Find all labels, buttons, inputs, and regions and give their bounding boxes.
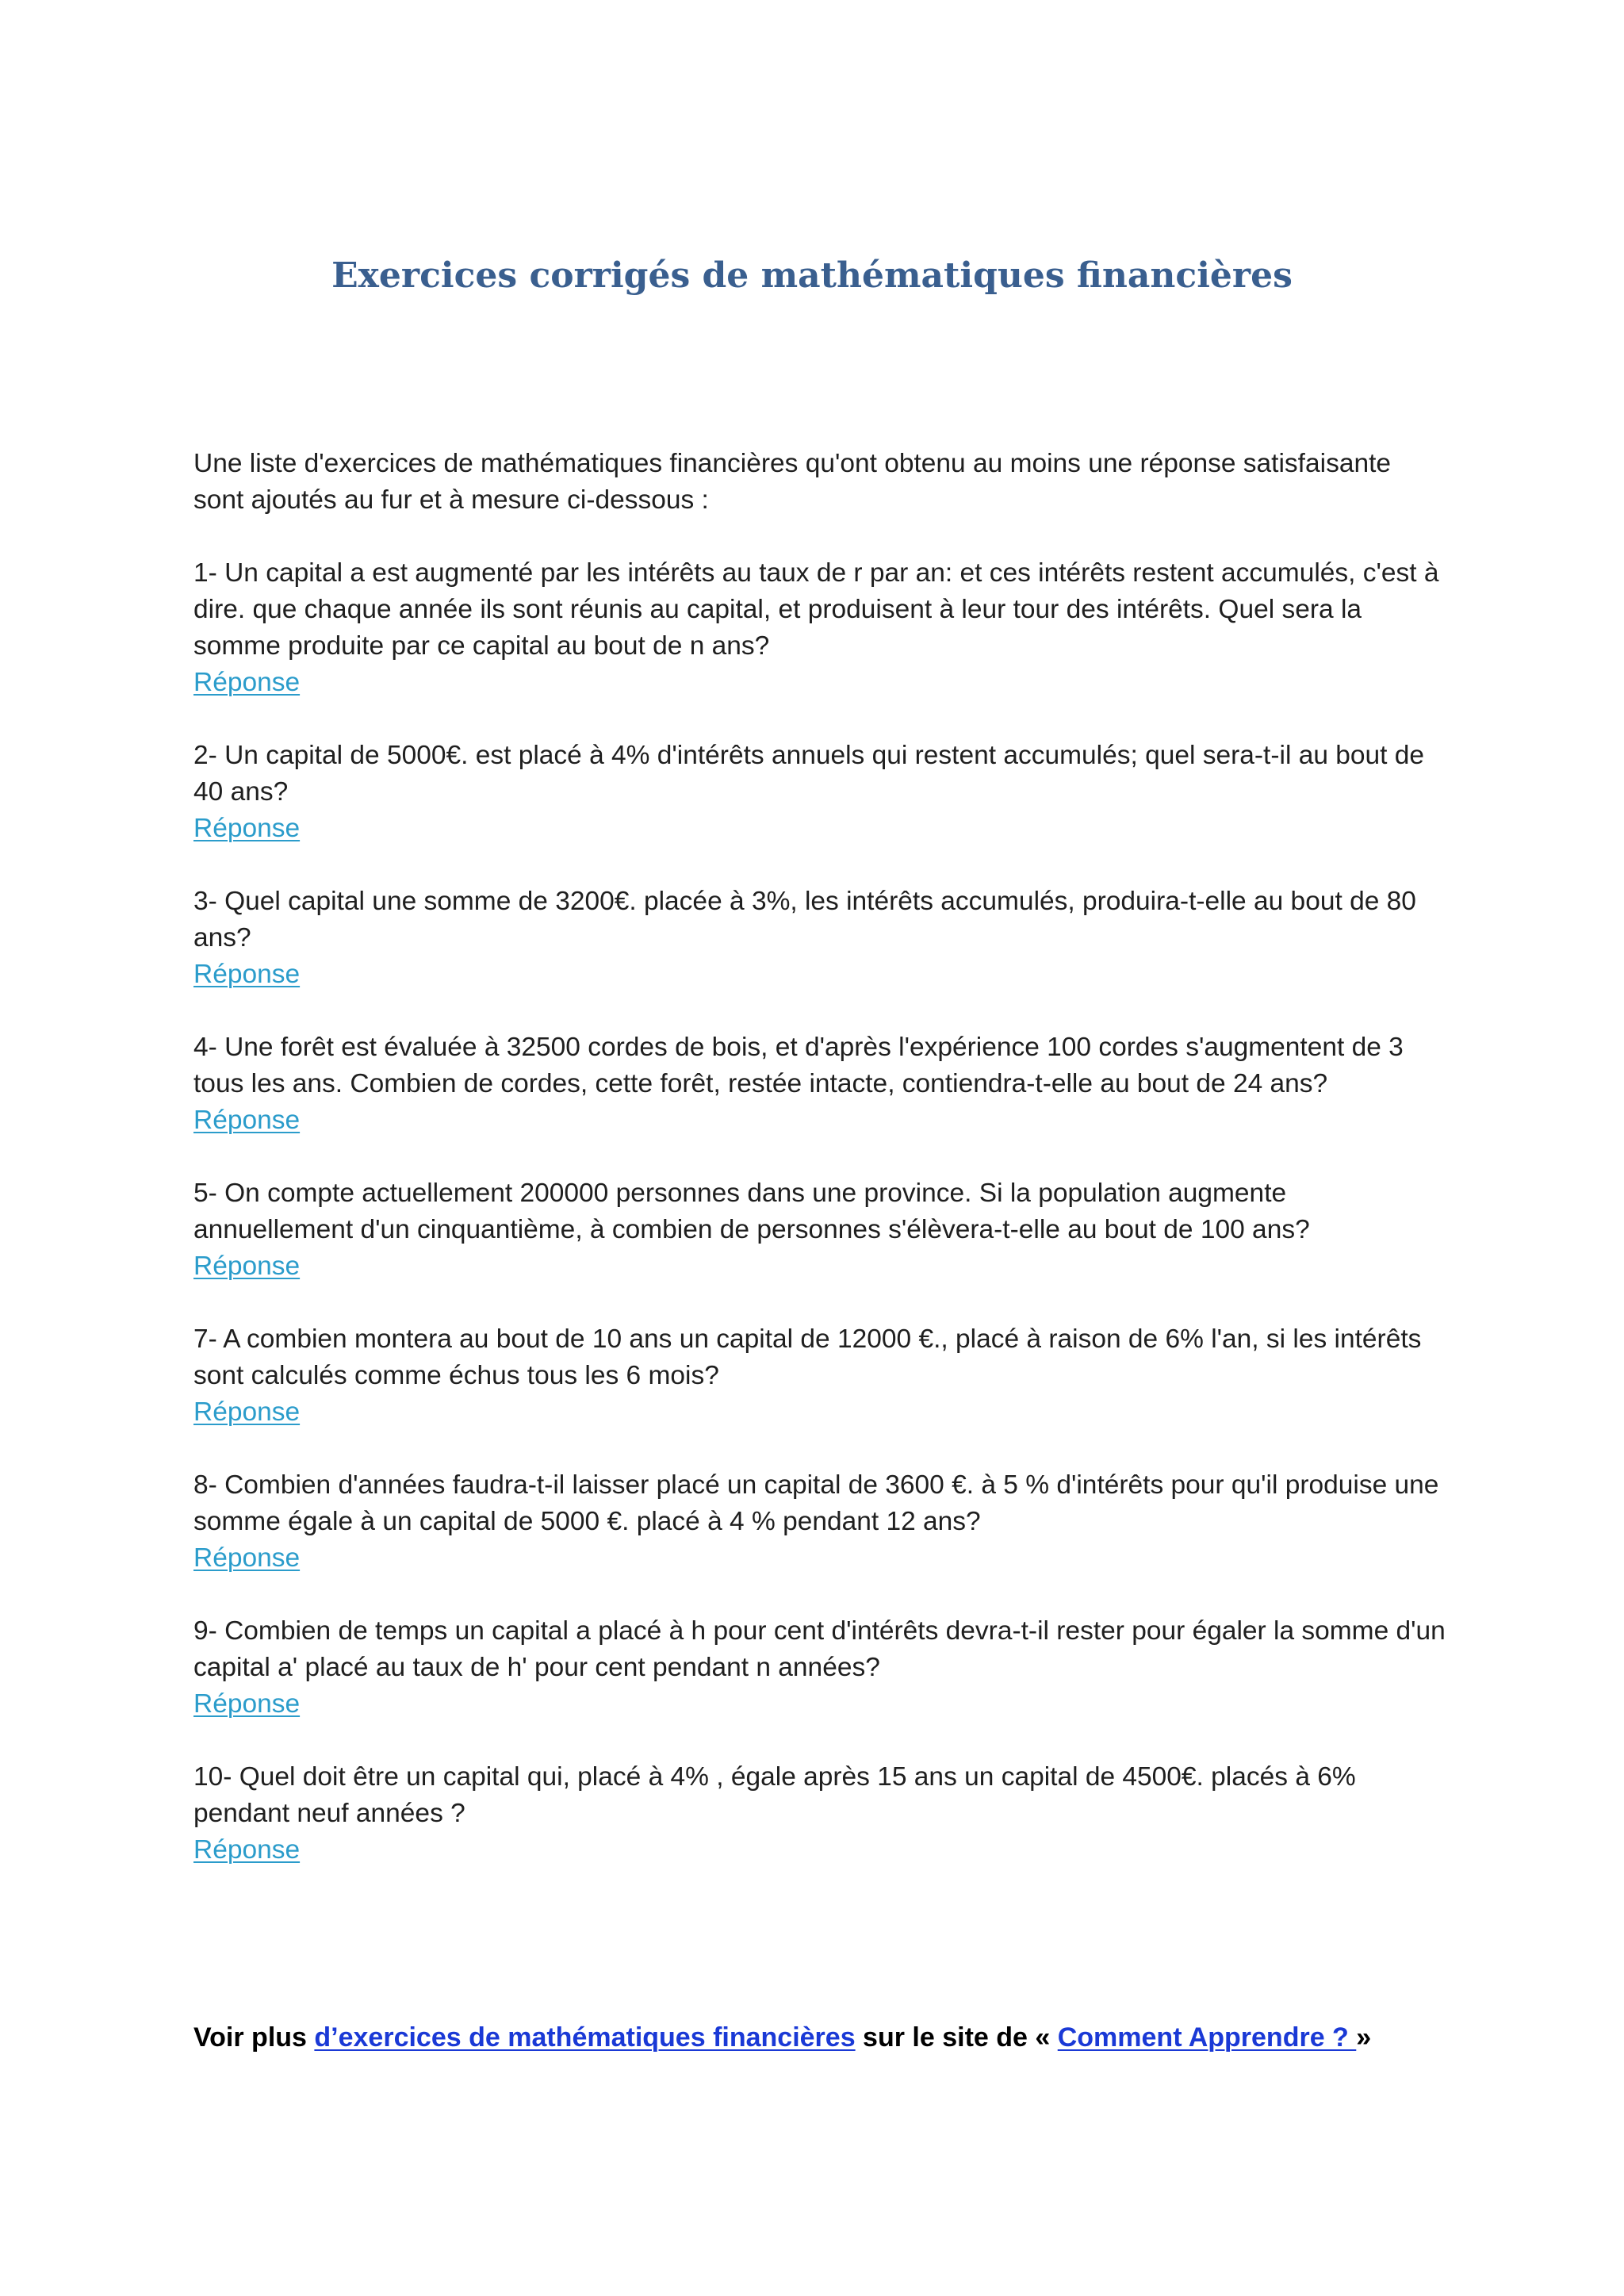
intro-paragraph: Une liste d'exercices de mathématiques financières qu'ont obtenu au moins une réponse satisfaisante sont ajoutés au fur et à mesure ci-dessous : [193,449,1392,515]
footer-suffix: » [1356,2022,1372,2053]
exercise-text: 8- Combien d'années faudra-t-il laisser placé un capital de 3600 €. à 5 % d'intérêts pour qu'il produise une somme égale à un capital de 5000 €. placé à 4 % pendant 12 ans? [193,1470,1439,1536]
reponse-link[interactable]: Réponse [193,668,301,697]
exercise-item [193,555,1446,701]
exercise-item [193,1613,1446,1723]
exercise-item [193,884,1446,993]
exercise-text: 1- Un capital a est augmenté par les intérêts au taux de r par an: et ces intérêts restent accumulés, c'est à dire. que chaque année ils sont réunis au capital, et produisent à leur tour des intérêts. Quel sera la somme produite par ce capital au bout de n ans? [193,558,1439,661]
exercise-text: 5- On compte actuellement 200000 personnes dans une province. Si la population augmente annuellement d'un cinquantième, à combien de personnes s'élèvera-t-elle au bout de 100 ans? [193,1179,1310,1244]
exercise-text: 4- Une forêt est évaluée à 32500 cordes de bois, et d'après l'expérience 100 cordes s'augmentent de 3 tous les ans. Combien de cordes, cette forêt, restée intacte, contiendra-t-elle au bout de 24 ans? [193,1033,1404,1098]
exercise-text: 2- Un capital de 5000€. est placé à 4% d'intérêts annuels qui restent accumulés; quel sera-t-il au bout de 40 ans? [193,741,1425,807]
comment-apprendre-link[interactable]: Comment Apprendre ? [1057,2022,1357,2053]
exercise-item [193,1175,1446,1285]
reponse-link[interactable]: Réponse [193,814,301,843]
footer-prefix: Voir plus [193,2022,315,2053]
exercise-text: 9- Combien de temps un capital a placé à h pour cent d'intérêts devra-t-il rester pour égaler la somme d'un capital a' placé au taux de h' pour cent pendant n années? [193,1616,1446,1682]
exercise-item [193,1321,1446,1431]
reponse-link[interactable]: Réponse [193,1689,301,1719]
reponse-link[interactable]: Réponse [193,1543,301,1573]
exercise-item [193,1029,1446,1139]
reponse-link[interactable]: Réponse [193,1106,301,1135]
document-body [193,446,1446,1905]
exercise-item [193,738,1446,847]
footer-middle: sur le site de « [855,2022,1058,2053]
more-exercises-link[interactable]: d’exercices de mathématiques financières [314,2022,856,2053]
reponse-link[interactable]: Réponse [193,1397,301,1427]
reponse-link[interactable]: Réponse [193,1835,301,1865]
reponse-link[interactable]: Réponse [193,960,301,989]
exercise-item [193,1467,1446,1577]
footer-note [193,2022,1371,2053]
exercise-text: 3- Quel capital une somme de 3200€. placée à 3%, les intérêts accumulés, produira-t-elle au bout de 80 ans? [193,887,1416,953]
exercise-item [193,1759,1446,1869]
exercise-text: 10- Quel doit être un capital qui, placé à 4% , égale après 15 ans un capital de 4500€. placés à 6% pendant neuf années ? [193,1762,1356,1828]
reponse-link[interactable]: Réponse [193,1251,301,1281]
exercise-text: 7- A combien montera au bout de 10 ans un capital de 12000 €., placé à raison de 6% l'an, si les intérêts sont calculés comme échus tous les 6 mois? [193,1324,1422,1390]
page-title: Exercices corrigés de mathématiques financières [331,255,1293,296]
